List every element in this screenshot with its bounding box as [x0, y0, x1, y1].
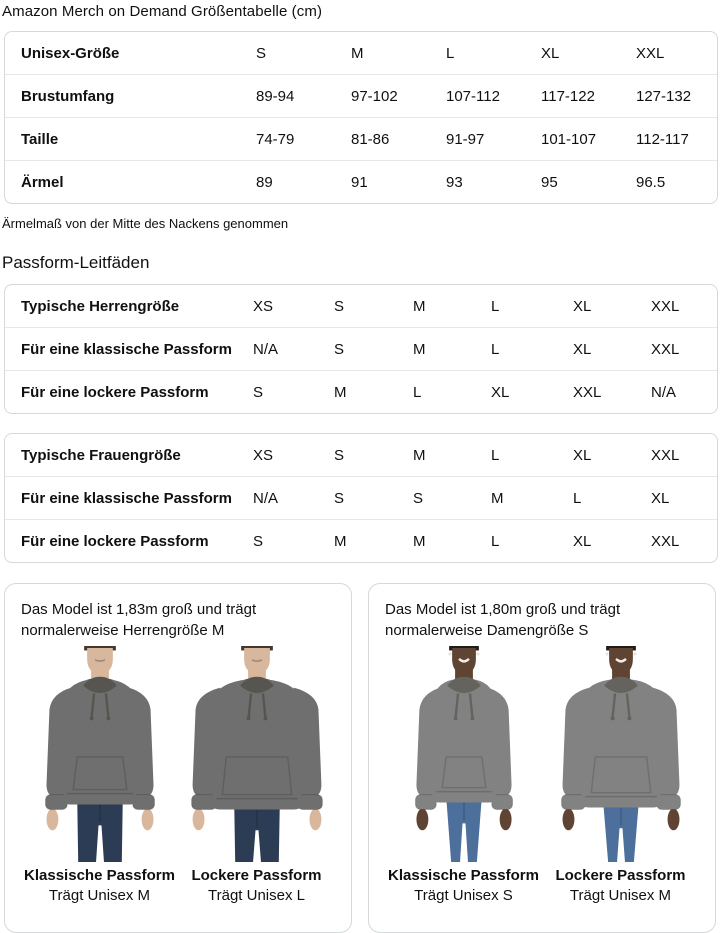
size-value-cell: XS [253, 446, 274, 464]
row-label-cell: Für eine klassische Passform [5, 476, 253, 519]
size-value-cell: M [334, 519, 413, 562]
size-value-cell: N/A [253, 476, 334, 519]
figure-row [21, 646, 335, 904]
size-value-cell: 81-86 [351, 117, 446, 160]
size-value-cell: 91 [351, 160, 446, 203]
size-value-cell: 117-122 [541, 74, 636, 117]
fit-label: Klassische Passform [388, 867, 539, 884]
table-row [5, 434, 717, 476]
male-model-loose-fit [178, 646, 335, 904]
size-value-cell: S [334, 446, 345, 464]
size-value-cell: 89 [256, 160, 351, 203]
size-value-cell: L [491, 519, 573, 562]
wears-size-label: Trägt Unisex M [569, 887, 672, 904]
size-value-cell: XXL [651, 297, 680, 315]
size-value-cell: 95 [541, 160, 636, 203]
wears-size-label: Trägt Unisex M [48, 887, 151, 904]
size-value-cell: 89-94 [256, 74, 351, 117]
women-fit-table [4, 433, 718, 563]
size-value-cell: L [413, 370, 491, 413]
size-value-cell: 93 [446, 160, 541, 203]
model-card-description: Das Model ist 1,83m groß und trägt normalerweise Herrengröße M [21, 601, 257, 639]
size-value-cell: XXL [651, 327, 717, 370]
size-value-cell: XXL [636, 44, 665, 62]
size-value-cell: XL [573, 519, 651, 562]
fit-guides-heading: Passform-Leitfäden [2, 253, 150, 272]
table-row [5, 327, 717, 370]
table-row [5, 476, 717, 519]
size-value-cell: 107-112 [446, 74, 541, 117]
fit-label: Klassische Passform [24, 867, 175, 884]
table-row [5, 370, 717, 413]
row-label-cell: Ärmel [5, 160, 256, 203]
size-value-cell: N/A [253, 327, 334, 370]
size-value-cell: L [446, 44, 455, 62]
size-value-cell: M [413, 446, 426, 464]
figure-row [385, 646, 699, 904]
male-model-classic-fit [21, 646, 178, 904]
table-row [5, 285, 717, 327]
size-value-cell: XXL [651, 519, 717, 562]
row-label-cell: Für eine lockere Passform [5, 519, 253, 562]
unisex-size-table [4, 31, 718, 204]
row-label-cell: Typische Herrengröße [21, 297, 180, 315]
size-value-cell: S [253, 370, 334, 413]
page-title: Amazon Merch on Demand Größentabelle (cm) [2, 3, 323, 20]
table-row [5, 117, 717, 160]
men-fit-table [4, 284, 718, 414]
size-value-cell: N/A [651, 370, 717, 413]
size-value-cell: 112-117 [636, 117, 717, 160]
size-value-cell: L [491, 446, 500, 464]
row-label-cell: Unisex-Größe [21, 44, 120, 62]
size-value-cell: 97-102 [351, 74, 446, 117]
row-label-cell: Brustumfang [5, 74, 256, 117]
size-value-cell: XL [573, 297, 592, 315]
wears-size-label: Trägt Unisex S [414, 887, 513, 904]
male-model-card [4, 583, 352, 933]
female-model-card [368, 583, 716, 933]
size-value-cell: S [334, 297, 345, 315]
wears-size-label: Trägt Unisex L [208, 887, 305, 904]
size-value-cell: XXL [573, 370, 651, 413]
size-value-cell: S [256, 44, 267, 62]
size-value-cell: XL [573, 446, 592, 464]
size-value-cell: M [413, 327, 491, 370]
table-row [5, 160, 717, 203]
female-model-loose-fit [542, 646, 699, 904]
size-value-cell: XXL [651, 446, 680, 464]
size-value-cell: M [413, 519, 491, 562]
table-row [5, 32, 717, 74]
size-value-cell: L [573, 476, 651, 519]
table-row [5, 74, 717, 117]
fit-label: Lockere Passform [555, 867, 686, 884]
size-value-cell: M [351, 44, 364, 62]
size-value-cell: L [491, 297, 500, 315]
size-value-cell: S [334, 476, 413, 519]
size-value-cell: M [413, 297, 426, 315]
size-value-cell: M [491, 476, 573, 519]
size-value-cell: XS [253, 297, 274, 315]
size-value-cell: 101-107 [541, 117, 636, 160]
size-value-cell: 96.5 [636, 160, 717, 203]
row-label-cell: Taille [5, 117, 256, 160]
male-model-classic-fit-photo [21, 646, 178, 862]
table-row [5, 519, 717, 562]
row-label-cell: Für eine klassische Passform [5, 327, 253, 370]
size-value-cell: S [334, 327, 413, 370]
size-value-cell: 91-97 [446, 117, 541, 160]
female-model-classic-fit [385, 646, 542, 904]
size-value-cell: XL [573, 327, 651, 370]
size-value-cell: M [334, 370, 413, 413]
size-value-cell: XL [541, 44, 560, 62]
female-model-loose-fit-photo [542, 646, 699, 862]
size-value-cell: 74-79 [256, 117, 351, 160]
male-model-loose-fit-photo [178, 646, 335, 862]
size-value-cell: XL [491, 370, 573, 413]
sleeve-measure-note: Ärmelmaß von der Mitte des Nackens genommen [2, 216, 289, 231]
fit-label: Lockere Passform [191, 867, 322, 884]
size-value-cell: 127-132 [636, 74, 717, 117]
size-value-cell: XL [651, 476, 717, 519]
row-label-cell: Für eine lockere Passform [5, 370, 253, 413]
row-label-cell: Typische Frauengröße [21, 446, 181, 464]
female-model-classic-fit-photo [385, 646, 542, 862]
size-value-cell: L [491, 327, 573, 370]
size-value-cell: S [413, 476, 491, 519]
model-cards [4, 583, 720, 933]
model-card-description: Das Model ist 1,80m groß und trägt normalerweise Damengröße S [385, 601, 621, 639]
size-value-cell: S [253, 519, 334, 562]
